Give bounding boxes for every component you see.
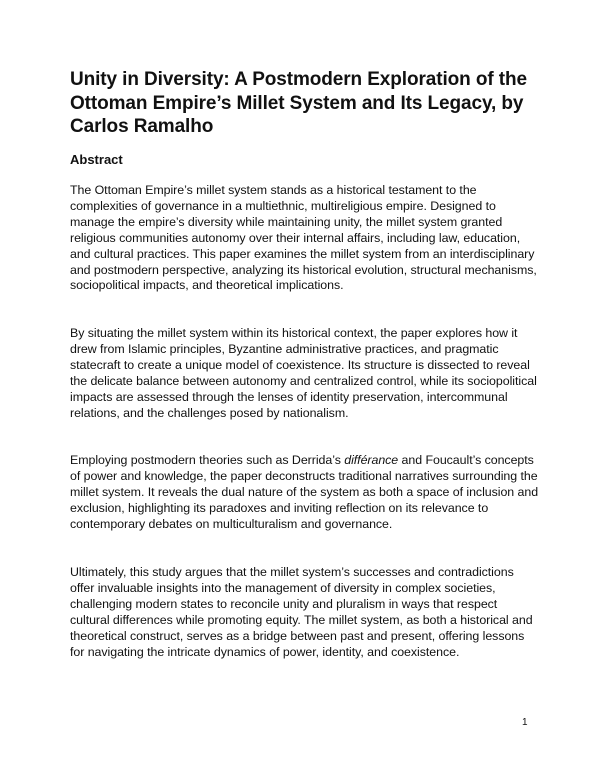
abstract-paragraph-2: By situating the millet system within its historical context, the paper explores how it drew from Islamic principles, Byzantine administrative practices, and pragmatic statecraft to create a unique model of coexistence. Its structure is dissected to reveal the delicate balance between autonomy and centralized control, while its sociopolitical impacts are assessed through the lenses of identity preservation, intercommunal relations, and the challenges posed by nationalism. [70,326,537,420]
paragraph-3-text-before: Employing postmodern theories such as Derrida’s [70,453,345,467]
paragraph-3-text-after: and Foucault’s concepts of power and knowledge, the paper deconstructs traditional narratives surrounding the millet system. It reveals the dual nature of the system as both a space of inclusion and exclusion, highlighting its paradoxes and inviting reflection on its relevance to contemporary debates on multiculturalism and governance. [70,453,539,531]
abstract-paragraph-4: Ultimately, this study argues that the millet system’s successes and contradictions offer invaluable insights into the management of diversity in complex societies, challenging modern states to reconcile unity and pluralism in ways that respect cultural differences while promoting equity. The millet system, as both a historical and theoretical construct, serves as a bridge between past and present, offering lessons for navigating the intricate dynamics of power, identity, and coexistence. [70,565,533,659]
abstract-paragraph-1: The Ottoman Empire’s millet system stands as a historical testament to the complexities of governance in a multiethnic, multireligious empire. Designed to manage the empire’s diversity while maintaining unity, the millet system granted religious communities autonomy over their internal affairs, including law, education, and cultural practices. This paper examines the millet system from an interdisciplinary and postmodern perspective, analyzing its historical evolution, structural mechanisms, sociopolitical impacts, and theoretical implications. [70,183,537,293]
abstract-heading: Abstract [70,152,123,167]
differance-term: différance [344,453,399,467]
abstract-paragraph-3 [70,453,540,533]
paper-title: Unity in Diversity: A Postmodern Exploration of the Ottoman Empire’s Millet System and Its Legacy, by Carlos Ramalho [70,69,527,137]
page-number: 1 [522,717,528,728]
